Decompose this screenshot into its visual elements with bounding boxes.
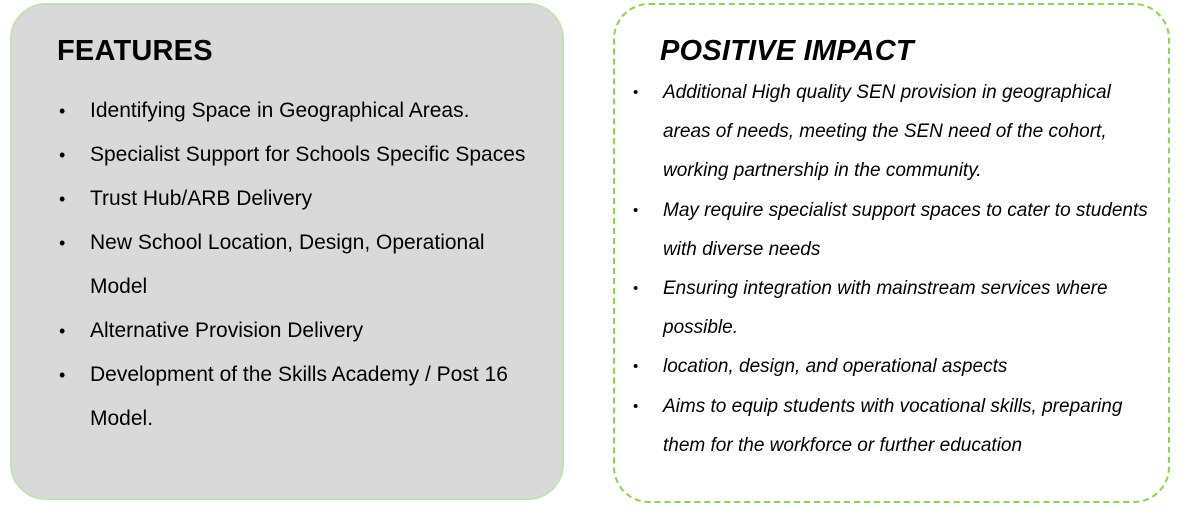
bullet-icon: • <box>633 201 639 219</box>
list-item <box>59 309 530 353</box>
list-item-label: Specialist Support for Schools Specific Spaces <box>90 143 526 166</box>
list-item-label: Development of the Skills Academy / Post 16 Model. <box>90 363 508 430</box>
bullet-icon: • <box>633 397 639 415</box>
features-title: FEATURES <box>57 35 213 67</box>
list-item <box>633 269 1158 347</box>
bullet-icon: • <box>59 321 66 341</box>
positive-impact-panel <box>613 3 1170 503</box>
list-item <box>59 89 530 133</box>
list-item <box>633 73 1158 191</box>
features-panel <box>10 3 564 500</box>
list-item <box>633 191 1158 269</box>
list-item-label: May require specialist support spaces to cater to students with diverse needs <box>663 199 1148 260</box>
bullet-icon: • <box>59 365 66 385</box>
list-item <box>59 133 530 177</box>
bullet-icon: • <box>633 280 639 298</box>
list-item-label: Trust Hub/ARB Delivery <box>90 187 313 210</box>
positive-impact-list <box>633 73 1158 465</box>
list-item-label: Aims to equip students with vocational skills, preparing them for the workforce or further education <box>663 395 1123 456</box>
list-item-label: Alternative Provision Delivery <box>90 319 364 342</box>
list-item-label: New School Location, Design, Operational Model <box>90 231 485 298</box>
bullet-icon: • <box>633 358 639 376</box>
list-item <box>59 177 530 221</box>
bullet-icon: • <box>59 189 66 209</box>
bullet-icon: • <box>59 101 66 121</box>
bullet-icon: • <box>59 233 66 253</box>
list-item <box>59 353 530 441</box>
positive-impact-title: POSITIVE IMPACT <box>660 35 914 67</box>
list-item-label: location, design, and operational aspects <box>663 356 1008 378</box>
bullet-icon: • <box>59 145 66 165</box>
list-item-label: Ensuring integration with mainstream services where possible. <box>663 278 1108 339</box>
list-item <box>633 347 1158 386</box>
list-item-label: Identifying Space in Geographical Areas. <box>90 99 470 122</box>
list-item-label: Additional High quality SEN provision in geographical areas of needs, meeting the SEN need of the cohort, working partnership in the community. <box>663 82 1111 182</box>
list-item <box>633 387 1158 465</box>
bullet-icon: • <box>633 84 639 101</box>
list-item <box>59 221 530 309</box>
features-list <box>59 89 530 441</box>
